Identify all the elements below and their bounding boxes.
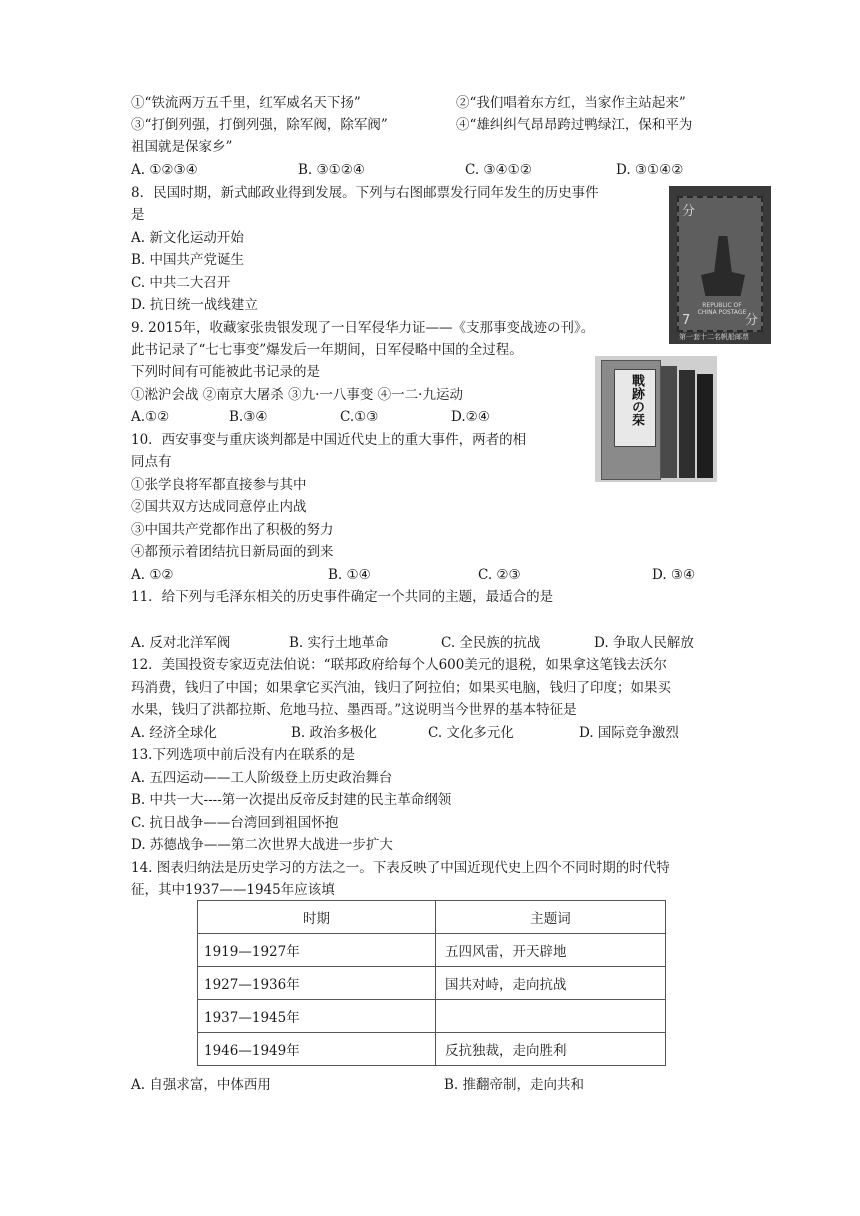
q7-song-2: ②“我们唱着东方红，当家作主站起来” xyxy=(456,95,686,111)
table-cell-period: 1919—1927年 xyxy=(198,934,436,967)
q9-option-b: B.③④ xyxy=(229,409,268,425)
q8-stem-cont: 是 xyxy=(131,207,145,223)
q9-question: 下列时间有可能被此书记录的是 xyxy=(131,364,320,380)
q10-item-1: ①张学良将军都直接参与其中 xyxy=(131,477,307,493)
table-cell-period: 1927—1936年 xyxy=(198,967,436,1000)
book-photo-image xyxy=(595,356,717,482)
q12-stem: 12．美国投资专家迈克法伯说：“联邦政府给每个人600美元的退税，如果拿这笔钱去沃尔 xyxy=(131,657,667,673)
q8-option-d: D. 抗日统一战线建立 xyxy=(131,297,258,313)
table-row xyxy=(198,967,666,1000)
q13-option-c: C. 抗日战争——台湾回到祖国怀抱 xyxy=(131,815,339,831)
q8-option-b: B. 中国共产党诞生 xyxy=(131,252,245,268)
q9-stem-cont: 此书记录了“七七事变”爆发后一年期间，日军侵略中国的全过程。 xyxy=(131,342,523,358)
q11-option-c: C. 全民族的抗战 xyxy=(441,635,541,651)
q13-option-a: A. 五四运动——工人阶级登上历史政治舞台 xyxy=(131,770,393,786)
q10-item-2: ②国共双方达成同意停止内战 xyxy=(131,499,307,515)
q9-stem: 9. 2015年，收藏家张贵银发现了一日军侵华力证——《支那事变战迹の刊》。 xyxy=(131,320,595,336)
table-header-row xyxy=(198,901,666,934)
q11-option-a: A. 反对北洋军阀 xyxy=(131,635,231,651)
q11-option-d: D. 争取人民解放 xyxy=(594,635,694,651)
q7-song-1: ①“铁流两万五千里，红军威名天下扬” xyxy=(131,95,361,111)
table-cell-theme: 反抗独裁，走向胜利 xyxy=(436,1033,666,1066)
q12-stem-2: 玛消费，钱归了中国；如果拿它买汽油，钱归了阿拉伯；如果买电脑，钱归了印度；如果买 xyxy=(131,680,671,696)
table-row xyxy=(198,934,666,967)
table-row xyxy=(198,1000,666,1033)
stamp-caption: REPUBLIC OF CHINA POSTAGE xyxy=(697,302,747,316)
q12-option-b: B. 政治多极化 xyxy=(291,725,378,741)
q13-option-b: B. 中共一大----第一次提出反帝反封建的民主革命纲领 xyxy=(131,792,452,808)
q9-items: ①淞沪会战 ②南京大屠杀 ③九·一八事变 ④一二·九运动 xyxy=(131,387,463,403)
q7-song-4: ④“雄纠纠气昂昂跨过鸭绿江，保和平为 xyxy=(456,117,693,133)
table-row xyxy=(198,1033,666,1066)
q7-option-c: C. ③④①② xyxy=(465,162,532,178)
stamp-corner-bl: 7 xyxy=(682,313,691,328)
q12-option-a: A. 经济全球化 xyxy=(131,725,217,741)
q7-option-d: D. ③①④② xyxy=(616,162,684,178)
table-cell-theme-blank xyxy=(436,1000,666,1033)
q9-option-d: D.②④ xyxy=(451,409,490,425)
q13-stem: 13.下列选项中前后没有内在联系的是 xyxy=(131,747,355,763)
q8-option-a: A. 新文化运动开始 xyxy=(131,230,244,246)
q10-option-b: B. ①④ xyxy=(328,567,371,583)
stamp-corner-br: 分 xyxy=(744,313,758,328)
q7-song-4-cont: 祖国就是保家乡” xyxy=(131,139,233,155)
q8-stem: 8．民国时期，新式邮政业得到发展。下列与右图邮票发行同年发生的历史事件 xyxy=(131,185,599,201)
postage-stamp-image xyxy=(669,186,771,344)
period-theme-table xyxy=(197,900,666,1066)
q7-option-b: B. ③①②④ xyxy=(298,162,365,178)
q9-option-a: A.①② xyxy=(131,409,170,425)
q11-option-b: B. 实行土地革命 xyxy=(289,635,389,651)
q8-option-c: C. 中共二大召开 xyxy=(131,275,231,291)
q7-song-3: ③“打倒列强，打倒列强，除军阀，除军阀” xyxy=(131,117,388,133)
q12-stem-3: 水果，钱归了洪都拉斯、危地马拉、墨西哥。”这说明当今世界的基本特征是 xyxy=(131,702,577,718)
q10-item-4: ④都预示着团结抗日新局面的到来 xyxy=(131,544,334,560)
table-header-cell: 主题词 xyxy=(436,901,666,934)
table-cell-period: 1946—1949年 xyxy=(198,1033,436,1066)
stamp-bottom-text: 第一套十二名帆船邮票 xyxy=(679,333,749,341)
table-header-cell: 时期 xyxy=(198,901,436,934)
q10-item-3: ③中国共产党都作出了积极的努力 xyxy=(131,522,334,538)
q10-option-c: C. ②③ xyxy=(478,567,521,583)
q11-stem: 11．给下列与毛泽东相关的历史事件确定一个共同的主题，最适合的是 xyxy=(131,589,554,605)
table-cell-theme: 五四风雷，开天辟地 xyxy=(436,934,666,967)
book-title: 戰跡の栞 xyxy=(629,374,644,426)
q14-stem-cont: 征，其中1937——1945年应该填 xyxy=(131,882,335,898)
q10-stem: 10．西安事变与重庆谈判都是中国近代史上的重大事件，两者的相 xyxy=(131,432,527,448)
table-cell-period: 1937—1945年 xyxy=(198,1000,436,1033)
q14-stem: 14. 图表归纳法是历史学习的方法之一。下表反映了中国近现代史上四个不同时期的时代特 xyxy=(131,860,670,876)
q12-option-c: C. 文化多元化 xyxy=(428,725,514,741)
q7-option-a: A. ①②③④ xyxy=(131,162,198,178)
q9-option-c: C.①③ xyxy=(340,409,379,425)
stamp-corner-tl: 分 xyxy=(682,204,696,219)
q10-option-d: D. ③④ xyxy=(652,567,696,583)
q12-option-d: D. 国际竞争激烈 xyxy=(579,725,679,741)
table-cell-theme: 国共对峙，走向抗战 xyxy=(436,967,666,1000)
q14-option-b: B. 推翻帝制，走向共和 xyxy=(444,1077,585,1093)
q10-option-a: A. ①② xyxy=(131,567,174,583)
q14-option-a: A. 自强求富，中体西用 xyxy=(131,1077,271,1093)
q10-stem-cont: 同点有 xyxy=(131,454,172,470)
q13-option-d: D. 苏德战争——第二次世界大战进一步扩大 xyxy=(131,837,393,853)
junk-ship-icon xyxy=(701,236,745,296)
